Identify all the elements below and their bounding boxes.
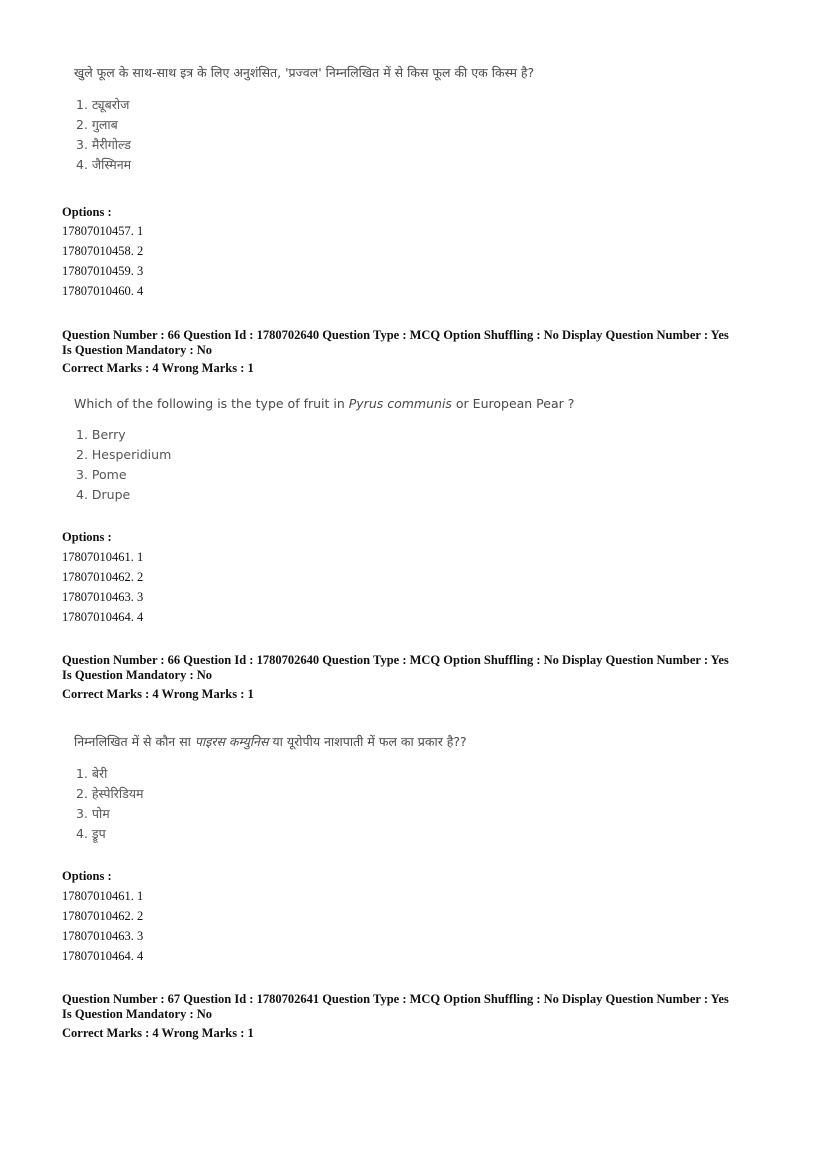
choice-item: 4. ड्रूप — [76, 826, 106, 841]
option-line: 17807010462. 2 — [62, 909, 144, 923]
option-line: 17807010464. 4 — [62, 949, 144, 963]
option-line: 17807010464. 4 — [62, 610, 144, 624]
question-meta: Question Number : 67 Question Id : 1780702641 Question Type : MCQ Option Shuffling : No Display Question Number : Yes — [62, 992, 729, 1006]
question-text: निम्नलिखित में से कौन सा पाइरस कम्युनिस या यूरोपीय नाशपाती में फल का प्रकार है?? — [74, 734, 467, 749]
option-line: 17807010462. 2 — [62, 570, 144, 584]
option-line: 17807010461. 1 — [62, 550, 144, 564]
question-text: Which of the following is the type of fruit in Pyrus communis or European Pear ? — [74, 396, 575, 411]
choice-item: 3. पोम — [76, 806, 110, 821]
option-line: 17807010463. 3 — [62, 590, 144, 604]
question-text: खुले फूल के साथ-साथ इत्र के लिए अनुशंसित, 'प्रज्वल' निम्नलिखित में से किस फूल की एक किस्म है? — [74, 65, 535, 80]
question-marks: Correct Marks : 4 Wrong Marks : 1 — [62, 361, 254, 375]
choice-item: 2. Hesperidium — [76, 447, 172, 462]
choice-item: 3. मैरीगोल्ड — [76, 137, 131, 152]
choice-item: 1. ट्यूबरोज — [76, 97, 130, 112]
choice-item: 1. Berry — [76, 427, 126, 442]
choice-item: 4. Drupe — [76, 487, 131, 502]
question-mandatory: Is Question Mandatory : No — [62, 1007, 213, 1021]
species-name: पाइरस कम्युनिस — [194, 734, 269, 749]
options-label: Options : — [62, 869, 112, 883]
options-label: Options : — [62, 530, 112, 544]
choice-item: 2. गुलाब — [76, 117, 118, 132]
choice-item: 4. जैस्मिनम — [76, 157, 132, 172]
options-label: Options : — [62, 205, 112, 219]
choice-item: 3. Pome — [76, 467, 127, 482]
choice-item: 1. बेरी — [76, 766, 108, 781]
question-image-english — [74, 396, 774, 505]
option-line: 17807010458. 2 — [62, 244, 144, 258]
option-line: 17807010460. 4 — [62, 284, 144, 298]
option-line: 17807010461. 1 — [62, 889, 144, 903]
option-line: 17807010463. 3 — [62, 929, 144, 943]
question-mandatory: Is Question Mandatory : No — [62, 343, 213, 357]
option-line: 17807010457. 1 — [62, 224, 144, 238]
choice-item: 2. हेस्पेरिडियम — [76, 786, 144, 801]
option-line: 17807010459. 3 — [62, 264, 144, 278]
question-image-hindi-1 — [74, 64, 774, 175]
question-marks: Correct Marks : 4 Wrong Marks : 1 — [62, 687, 254, 701]
question-meta: Question Number : 66 Question Id : 1780702640 Question Type : MCQ Option Shuffling : No Display Question Number : Yes — [62, 328, 729, 342]
species-name: Pyrus communis — [348, 396, 452, 411]
question-image-hindi-2 — [74, 733, 774, 844]
question-meta: Question Number : 66 Question Id : 1780702640 Question Type : MCQ Option Shuffling : No Display Question Number : Yes — [62, 653, 729, 667]
question-marks: Correct Marks : 4 Wrong Marks : 1 — [62, 1026, 254, 1040]
question-mandatory: Is Question Mandatory : No — [62, 668, 213, 682]
